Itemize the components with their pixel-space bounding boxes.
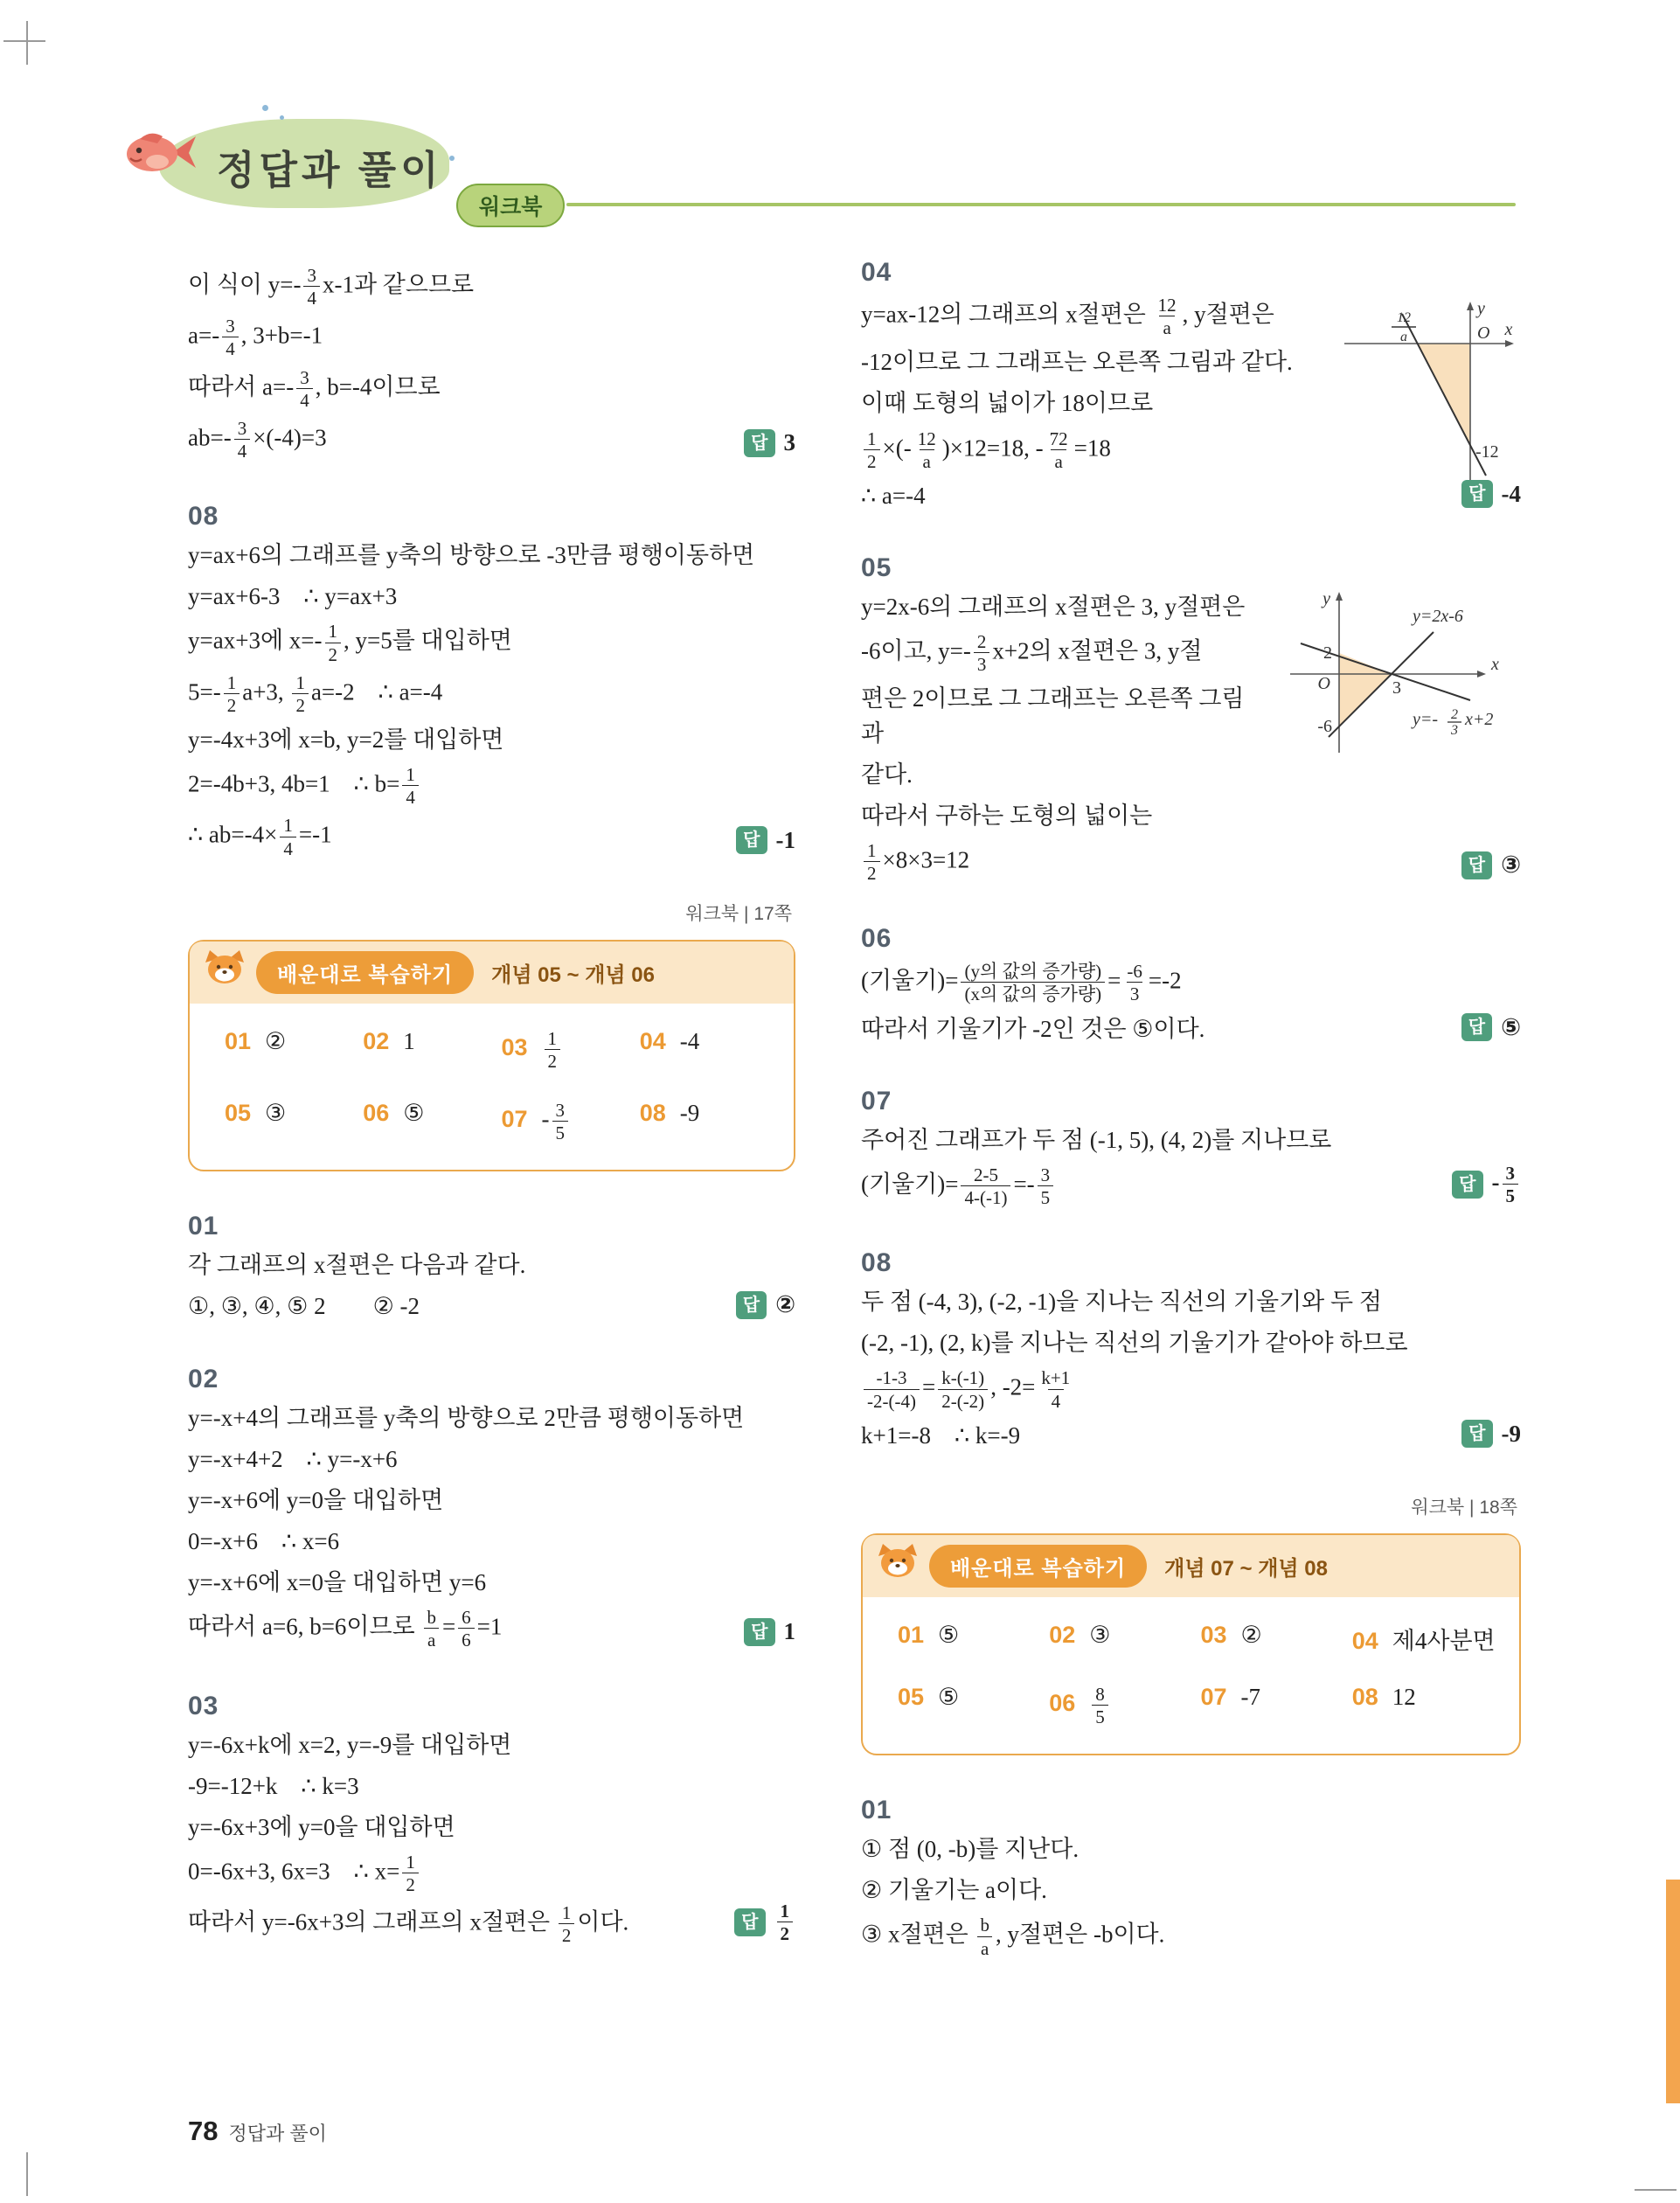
review-item-number: 07 <box>501 1106 528 1133</box>
workbook-page-ref: 워크북 | 17쪽 <box>685 903 792 924</box>
solution-08-right <box>861 1248 1521 1453</box>
review-box-05-06 <box>188 940 795 1172</box>
answer-badge: 답 <box>1452 1171 1482 1199</box>
solution-line: $\frac{-1-3}{-2-(-4)}$ = $\frac{k-(-1)}{2-(-2)}$ , -2= $\frac{k+1}{4}$ <box>861 1367 1521 1411</box>
review-item-number: 05 <box>225 1099 252 1126</box>
review-answer-item <box>363 1100 494 1143</box>
solution-line: (기울기)= $\frac{\text{(y의 값의 증가량)}}{\text{(x의 값의 증가량)}}$ = $\frac{-6}{3}$ =-2 <box>861 961 1182 1005</box>
review-item-number: 04 <box>1351 1627 1378 1654</box>
review-item-value: ⑤ <box>938 1621 960 1648</box>
solution-line: y=2x-6의 그래프의 x절편은 3, y절편은 <box>861 593 1246 620</box>
solution-01-left <box>188 1212 795 1324</box>
page-header <box>0 105 1680 236</box>
fraction: $\frac{1}{2}$ <box>864 428 880 472</box>
review-range: 개념 07 ~ 개념 08 <box>1164 1556 1328 1581</box>
solution-line: y=-x+4+2 ∴ y=-x+6 <box>188 1445 398 1472</box>
fraction: $\frac{8}{5}$ <box>1092 1684 1108 1727</box>
crop-mark <box>26 2152 28 2196</box>
problem-number: 01 <box>861 1796 892 1825</box>
review-answer-item <box>640 1100 771 1143</box>
fraction: $\frac{\text{(y의 값의 증가량)}}{\text{(x의 값의 증가량)}}$ <box>961 961 1105 1004</box>
review-box-07-08 <box>861 1533 1521 1755</box>
fraction: $\frac{b}{a}$ <box>423 1607 440 1651</box>
review-item-number: 01 <box>898 1621 925 1648</box>
review-item-value: ② <box>1240 1621 1262 1648</box>
review-answer-item <box>898 1622 1042 1656</box>
solution-line: y=-x+4의 그래프를 y축의 방향으로 2만큼 평행이동하면 <box>188 1404 745 1431</box>
solution-line: ∴ ab=-4× $\frac{1}{4}$ =-1 답 -1 <box>188 815 795 859</box>
review-grid <box>190 1004 794 1171</box>
review-item-value: ⑤ <box>403 1099 425 1126</box>
review-item-value: - $\frac{3}{5}$ <box>542 1106 572 1132</box>
graph-y-label: y <box>1322 588 1330 608</box>
answer-badge: 답 <box>1461 1013 1492 1041</box>
solution-line: y=ax+6-3 ∴ y=ax+3 <box>188 583 398 610</box>
solution-line: (기울기)= $\frac{2-5}{4-(-1)}$ =- $\frac{3}{5}$ 답 - $\frac{3}{5}$ <box>861 1164 1521 1208</box>
fraction: $\frac{1}{4}$ <box>402 764 419 808</box>
problem-number: 08 <box>188 502 219 532</box>
fraction: $\frac{6}{6}$ <box>458 1607 475 1651</box>
solution-06-right <box>861 924 1521 1046</box>
solution-line: 따라서 a=- $\frac{3}{4}$ , b=-4이므로 <box>188 366 441 411</box>
review-header <box>863 1535 1519 1597</box>
graph-line2-label-suffix: x+2 <box>1465 709 1494 729</box>
review-item-value: ② <box>265 1027 287 1054</box>
fox-nose <box>222 970 226 974</box>
footer-label: 정답과 풀이 <box>228 2123 327 2144</box>
solution-line: 따라서 구하는 도형의 넓이는 <box>861 802 1153 829</box>
review-item-value <box>1089 1683 1111 1727</box>
fraction: $\frac{1}{2}$ <box>292 672 309 716</box>
solution-08-left <box>188 502 795 859</box>
review-item-value: ③ <box>265 1099 287 1126</box>
review-item-value: 1 <box>403 1027 415 1054</box>
solution-body <box>861 1832 1521 1959</box>
solution-line: ③ x절편은 $\frac{b}{a}$ , y절편은 -b이다. <box>861 1915 1165 1959</box>
answer-badge: 답 <box>1461 851 1492 879</box>
water-droplet <box>262 105 268 111</box>
review-answer-item <box>1201 1622 1345 1656</box>
review-answer-item <box>225 1028 356 1072</box>
fox-nose <box>895 1564 899 1567</box>
fish-icon <box>122 124 199 182</box>
solution-line: 0=-x+6 ∴ x=6 <box>188 1527 340 1554</box>
solution-03-left <box>188 1692 795 1947</box>
graph-frac-denominator: a <box>1400 330 1407 344</box>
fraction: $\frac{3}{4}$ <box>234 418 251 462</box>
solution-line: ② 기울기는 a이다. <box>861 1877 1047 1904</box>
review-item-value: -4 <box>679 1027 700 1054</box>
fraction: $\frac{1}{2}$ <box>864 840 880 884</box>
review-item-value: -7 <box>1240 1683 1261 1710</box>
problem-number: 05 <box>861 552 892 582</box>
solution-intro <box>188 265 795 462</box>
solution-body <box>188 539 795 859</box>
crop-mark <box>26 21 28 65</box>
fraction: $\frac{-1-3}{-2-(-4)}$ <box>864 1367 920 1411</box>
solution-line: 따라서 y=-6x+3의 그래프의 x절편은 $\frac{1}{2}$ 이다. 답 $\frac{1}{2}$ <box>188 1902 795 1946</box>
solution-line: $\frac{1}{2}$ ×(- $\frac{12}{a}$ )×12=18, - $\frac{72}{a}$ =18 <box>861 428 1301 472</box>
solution-line: y=ax-12의 그래프의 x절편은 $\frac{12}{a}$ , y절편은 <box>861 295 1274 339</box>
answer-badge: 답 <box>734 1908 765 1936</box>
review-range: 개념 05 ~ 개념 06 <box>491 963 655 987</box>
solution-line: ①, ③, ④, ⑤ 2 ② -2 답 ② <box>188 1289 795 1324</box>
solution-line: y=-x+6에 x=0을 대입하면 y=6 <box>188 1569 487 1596</box>
fraction: $\frac{72}{a}$ <box>1049 427 1068 472</box>
graph-x-label: x <box>1504 320 1513 339</box>
review-answer-item <box>898 1684 1042 1727</box>
answer-badge: 답 <box>736 826 767 854</box>
solution-line: ① 점 (0, -b)를 지난다. <box>861 1836 1080 1863</box>
graph-y-label: y <box>1477 299 1485 318</box>
answer-value: ③ <box>1501 851 1521 879</box>
answer-tag <box>744 1615 795 1649</box>
graph-line2-frac-numerator: 2 <box>1451 706 1458 722</box>
answer-value: ② <box>775 1291 795 1318</box>
answer-badge: 답 <box>1461 1420 1492 1448</box>
review-item-value: ⑤ <box>938 1683 960 1710</box>
review-answer-item <box>225 1100 356 1143</box>
fraction: $\frac{-6}{3}$ <box>1127 961 1142 1005</box>
answer-badge: 답 <box>1461 480 1492 508</box>
page-footer <box>188 2116 327 2147</box>
solution-body <box>188 1248 795 1324</box>
fox-eye <box>229 964 233 968</box>
problem-number: 03 <box>188 1691 219 1720</box>
workbook-badge: 워크북 <box>456 184 565 227</box>
fraction: $\frac{b}{a}$ <box>976 1915 993 1958</box>
solution-line: 따라서 a=6, b=6이므로 $\frac{b}{a}$ = $\frac{6}{6}$ =1 답 1 <box>188 1607 795 1651</box>
fraction: $\frac{k-(-1)}{2-(-2)}$ <box>938 1367 988 1411</box>
review-item-value: 제4사분면 <box>1392 1627 1496 1654</box>
answer-value: 1 <box>783 1618 795 1645</box>
solution-05-right <box>861 553 1521 884</box>
review-item-value: -9 <box>679 1099 700 1126</box>
solution-line: -6이고, y=- $\frac{2}{3}$ x+2의 x절편은 3, y절 <box>861 631 1203 676</box>
answer-tag <box>734 1901 795 1944</box>
solution-01-right <box>861 1796 1521 1959</box>
solution-line: y=-6x+3에 y=0을 대입하면 <box>188 1813 455 1840</box>
solution-line: $\frac{1}{2}$ ×8×3=12 답 ③ <box>861 840 1262 884</box>
review-answer-item <box>1352 1684 1496 1727</box>
review-header <box>190 942 794 1004</box>
graph-line1-label: y=2x-6 <box>1413 606 1463 626</box>
review-answer-item <box>1049 1684 1193 1727</box>
review-title: 배운대로 복습하기 <box>929 1545 1147 1588</box>
solution-line: y=-4x+3에 x=b, y=2를 대입하면 <box>188 726 504 753</box>
solution-07-right <box>861 1087 1521 1208</box>
fox-eye <box>890 1559 893 1562</box>
fraction: $\frac{12}{a}$ <box>917 427 936 472</box>
fraction: $\frac{2-5}{4-(-1)}$ <box>961 1164 1010 1208</box>
solution-line: (-2, -1), (2, k)를 지나는 직선의 기울기가 같아야 하므로 <box>861 1330 1408 1357</box>
graph-x-label: x <box>1491 654 1499 674</box>
fox-icon <box>204 949 246 985</box>
answer-value: -1 <box>775 826 795 853</box>
solution-line: 편은 2이므로 그 그래프는 오른쪽 그림과 <box>861 685 1245 747</box>
fraction: $\frac{1}{2}$ <box>224 672 240 716</box>
answer-badge: 답 <box>736 1291 767 1319</box>
water-droplet <box>449 156 455 161</box>
fraction: $\frac{3}{5}$ <box>552 1100 569 1143</box>
fraction: $\frac{3}{4}$ <box>222 316 239 359</box>
fraction: $\frac{3}{4}$ <box>296 367 313 411</box>
workbook-page-ref: 워크북 | 18쪽 <box>1411 1497 1517 1518</box>
left-column <box>188 258 795 1986</box>
review-item-number: 06 <box>363 1099 390 1126</box>
graph-origin-label: O <box>1317 673 1330 693</box>
review-item-number: 08 <box>639 1099 666 1126</box>
solution-body <box>188 1728 795 1947</box>
graph-line2-frac-denominator: 3 <box>1451 722 1458 738</box>
fox-muzzle <box>215 968 234 981</box>
fraction: $\frac{1}{2}$ <box>402 1852 419 1895</box>
fraction: $\frac{1}{2}$ <box>777 1901 794 1944</box>
answer-value <box>774 1901 796 1944</box>
graph-origin-label: O <box>1477 323 1490 343</box>
fraction: $\frac{1}{4}$ <box>280 815 296 858</box>
answer-value: 3 <box>783 428 795 455</box>
solution-line: 0=-6x+3, 6x=3 ∴ x= $\frac{1}{2}$ <box>188 1852 795 1895</box>
review-answer-item <box>1201 1684 1345 1727</box>
answer-tag <box>1461 477 1521 511</box>
fraction: $\frac{3}{5}$ <box>1038 1164 1054 1208</box>
solution-line: k+1=-8 ∴ k=-9 답 -9 <box>861 1419 1521 1453</box>
review-item-number: 03 <box>501 1034 528 1061</box>
right-column <box>861 258 1521 1999</box>
review-item-value: ③ <box>1089 1621 1111 1648</box>
review-title: 배운대로 복습하기 <box>256 951 474 994</box>
solution-line: 각 그래프의 x절편은 다음과 같다. <box>188 1252 526 1279</box>
solution-line: 2=-4b+3, 4b=1 ∴ b= $\frac{1}{4}$ <box>188 764 795 808</box>
crop-mark <box>3 40 45 42</box>
solution-body <box>861 961 1521 1046</box>
solution-line: y=ax+3에 x=- $\frac{1}{2}$ , y=5를 대입하면 <box>188 621 512 665</box>
review-grid <box>863 1597 1519 1754</box>
review-answer-item <box>502 1100 633 1143</box>
review-answer-item <box>502 1028 633 1072</box>
fraction: $\frac{2}{3}$ <box>974 631 990 675</box>
graph-line2-label-prefix: y=- <box>1413 709 1439 729</box>
review-item-value <box>542 1027 564 1072</box>
review-answer-item <box>363 1028 494 1072</box>
fraction: $\frac{1}{2}$ <box>545 1028 561 1072</box>
review-item-number: 05 <box>898 1683 925 1710</box>
answer-value: - $\frac{3}{5}$ <box>1492 1163 1522 1206</box>
problem-number: 02 <box>188 1364 219 1393</box>
solution-line: 두 점 (-4, 3), (-2, -1)을 지나는 직선의 기울기와 두 점 <box>861 1289 1382 1316</box>
answer-badge: 답 <box>744 1618 774 1646</box>
solution-line: a=- $\frac{3}{4}$ , 3+b=-1 <box>188 316 323 360</box>
answer-tag <box>744 426 795 460</box>
logo-title: 정답과 풀이 <box>217 149 443 192</box>
solution-line: y=-x+6에 y=0을 대입하면 <box>188 1486 444 1513</box>
graph-tick-3: 3 <box>1392 678 1401 698</box>
solution-line: y=-6x+k에 x=2, y=-9를 대입하면 <box>188 1731 512 1758</box>
solution-line: -9=-12+k ∴ k=3 <box>188 1772 359 1799</box>
review-item-number: 02 <box>363 1027 390 1054</box>
solution-line: ab=- $\frac{3}{4}$ ×(-4)=3 답 3 <box>188 417 795 462</box>
review-item-number: 04 <box>639 1027 666 1054</box>
review-answer-item <box>1049 1622 1193 1656</box>
solution-body <box>861 295 1521 513</box>
graph-frac-numerator: 12 <box>1397 310 1411 325</box>
solution-body <box>861 1123 1521 1208</box>
answer-tag <box>1452 1163 1521 1206</box>
solution-line: ∴ a=-4 답 -4 <box>861 479 1301 513</box>
solution-line: 따라서 기울기가 -2인 것은 ⑤이다. 답 ⑤ <box>861 1012 1521 1046</box>
fraction: $\frac{3}{5}$ <box>1503 1163 1519 1206</box>
solution-body <box>861 1285 1521 1453</box>
solution-line: 주어진 그래프가 두 점 (-1, 5), (4, 2)를 지나므로 <box>861 1126 1332 1153</box>
edge-tab <box>1666 1880 1680 2103</box>
water-droplet <box>280 115 284 120</box>
page-number: 78 <box>188 2116 219 2146</box>
fraction: $\frac{k+1}{4}$ <box>1041 1367 1071 1412</box>
solution-body <box>188 1401 795 1651</box>
answer-value: ⑤ <box>1501 1013 1521 1040</box>
fox-eye <box>902 1559 906 1562</box>
graph-tick-neg6: -6 <box>1317 716 1332 736</box>
solution-line: 이 식이 y=- $\frac{3}{4}$ x-1과 같으므로 <box>188 265 475 309</box>
answer-tag <box>736 824 795 858</box>
review-item-number: 08 <box>1351 1683 1378 1710</box>
review-item-number: 06 <box>1049 1690 1076 1717</box>
fish-eye <box>136 148 142 153</box>
answer-tag <box>1461 1011 1521 1045</box>
problem-number: 08 <box>861 1248 892 1278</box>
review-item-value: 12 <box>1392 1683 1416 1710</box>
solution-04-right <box>861 258 1521 513</box>
graph-tick-2: 2 <box>1323 643 1332 663</box>
fraction: $\frac{3}{4}$ <box>303 265 320 309</box>
crop-mark <box>1635 2189 1677 2191</box>
problem-number: 07 <box>861 1086 892 1115</box>
solution-body <box>188 265 795 462</box>
solution-02-left <box>188 1365 795 1651</box>
fraction: $\frac{12}{a}$ <box>1157 295 1177 339</box>
fox-icon <box>877 1542 919 1579</box>
review-item-number: 02 <box>1049 1621 1076 1648</box>
review-answer-item <box>1352 1622 1496 1656</box>
solution-line: -12이므로 그 그래프는 오른쪽 그림과 같다. <box>861 349 1293 376</box>
problem-number: 04 <box>861 258 892 287</box>
problem-number: 01 <box>188 1212 219 1241</box>
answer-tag <box>1461 848 1521 882</box>
review-item-number: 07 <box>1200 1683 1227 1710</box>
solution-line: 이때 도형의 넓이가 18이므로 <box>861 390 1154 417</box>
answer-value: -4 <box>1501 480 1521 507</box>
fraction: $\frac{1}{2}$ <box>559 1902 575 1946</box>
graph-neg12-label: -12 <box>1475 442 1499 462</box>
solution-line: 같다. <box>861 761 913 788</box>
problem-number: 06 <box>861 924 892 954</box>
fox-eye <box>217 964 220 968</box>
solution-line: 5=- $\frac{1}{2}$ a+3, $\frac{1}{2}$ a=-2 ∴ a=-4 <box>188 671 443 716</box>
solution-body <box>861 590 1521 884</box>
fraction: $\frac{1}{2}$ <box>325 621 342 664</box>
review-answer-item <box>640 1028 771 1072</box>
header-rule <box>566 203 1516 206</box>
review-item-number: 03 <box>1200 1621 1227 1648</box>
fox-muzzle <box>888 1561 907 1574</box>
answer-tag <box>1461 1417 1521 1451</box>
review-item-number: 01 <box>225 1027 252 1054</box>
answer-badge: 답 <box>744 429 774 457</box>
fish-belly <box>146 155 169 169</box>
answer-value: -9 <box>1501 1420 1521 1447</box>
solution-line: y=ax+6의 그래프를 y축의 방향으로 -3만큼 평행이동하면 <box>188 542 755 569</box>
answer-tag <box>736 1288 795 1322</box>
